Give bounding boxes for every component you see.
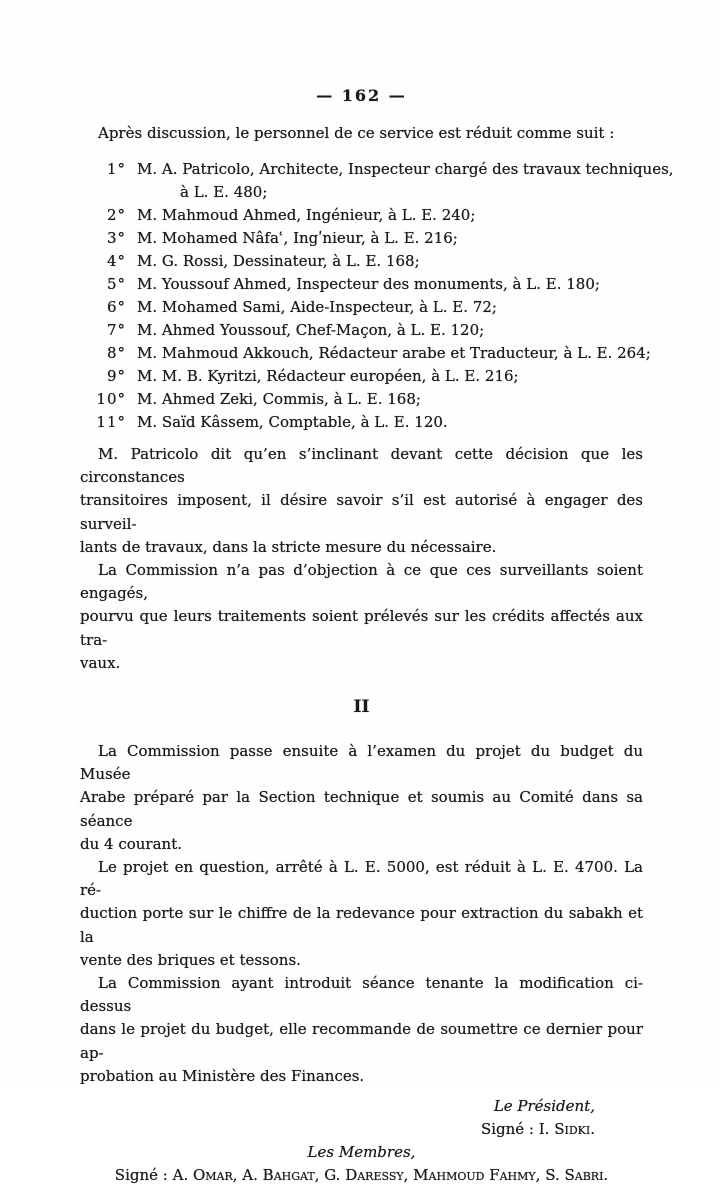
list-item [94,158,674,204]
item-text: M. M. B. Kyritzi, Rédacteur européen, à L. E. 216; [137,367,519,385]
president-signature [80,1118,595,1141]
item-number: 10° [96,390,126,408]
item-text: M. A. Patricolo, Architecte, Inspecteur chargé des travaux techniques, [137,160,674,178]
item-number: 6° [106,298,126,316]
paragraph-line: La Commission ayant introduit séance tenante la modification ci-dessus [80,974,643,1016]
president-title: Le Président, [493,1097,595,1116]
paragraph-line: du 4 courant. [80,834,183,853]
list-item [94,250,643,273]
members-signature [80,1164,643,1187]
item-number: 3° [106,229,126,247]
list-item [94,411,643,434]
paragraph-line: probation au Ministère des Finances. [80,1066,365,1085]
list-item [94,365,643,388]
list-item [94,273,643,296]
item-number: 11° [96,413,126,431]
paragraph-patricolo [80,443,643,559]
paragraph-line: La Commission passe ensuite à l’examen du projet du budget du Musée [80,742,643,784]
members-names: A. Omar, A. Bahgat, G. Daressy, Mahmoud Fahmy, S. Sabri. [172,1166,609,1185]
list-item [94,204,643,227]
list-item [94,342,651,365]
signature-president-block [80,1095,643,1141]
members-signed-prefix: Signé : [114,1166,173,1185]
section-heading: II [353,697,370,718]
paragraph-recommandation [80,972,643,1088]
intro-paragraph: Après discussion, le personnel de ce service est réduit comme suit : [98,124,615,142]
item-continuation: à L. E. 480; [180,183,268,201]
page-number: — 162 — [316,86,407,105]
item-number: 1° [106,160,126,178]
item-number: 7° [106,321,126,339]
paragraph-commission-objection [80,559,643,675]
paragraph-projet-reduit [80,856,643,972]
item-text: M. Youssouf Ahmed, Inspecteur des monuments, à L. E. 180; [137,275,600,293]
item-number: 5° [106,275,126,293]
item-number: 9° [106,367,126,385]
item-number: 8° [106,344,126,362]
item-text: M. Ahmed Youssouf, Chef-Maçon, à L. E. 120; [137,321,485,339]
paragraph-line: Le projet en question, arrêté à L. E. 5000, est réduit à L. E. 4700. La ré- [80,858,643,900]
members-title: Les Membres, [307,1143,416,1162]
paragraph-line: La Commission n’a pas d’objection à ce que ces surveillants soient engagés, [80,561,643,603]
paragraph-line: lants de travaux, dans la stricte mesure du nécessaire. [80,537,497,556]
item-text: M. Mohamed Sami, Aide-Inspecteur, à L. E. 72; [137,298,497,316]
personnel-list [94,158,674,434]
paragraph-line: duction porte sur le chiffre de la redevance pour extraction du sabakh et la [80,904,643,946]
paragraph-line: vente des briques et tessons. [80,950,301,969]
item-text: M. Ahmed Zeki, Commis, à L. E. 168; [137,390,421,408]
list-item [94,388,643,411]
list-item [94,296,643,319]
item-text: M. Saïd Kâssem, Comptable, à L. E. 120. [137,413,448,431]
paragraph-line: pourvu que leurs traitements soient prélevés sur les crédits affectés aux tra- [80,607,643,649]
item-text: M. G. Rossi, Dessinateur, à L. E. 168; [137,252,420,270]
page-content [80,84,674,1187]
president-name: Sidki. [554,1120,595,1139]
paragraph-budget-examen [80,740,643,856]
paragraph-line: dans le projet du budget, elle recommande de soumettre ce dernier pour ap- [80,1020,643,1062]
paragraph-line: Arabe préparé par la Section technique et soumis au Comité dans sa séance [80,788,643,830]
item-number: 4° [106,252,126,270]
list-item [94,319,643,342]
president-signed-prefix: Signé : I. [480,1120,555,1139]
paragraph-line: transitoires imposent, il désire savoir s’il est autorisé à engager des surveil- [80,491,643,533]
item-text: M. Mahmoud Akkouch, Rédacteur arabe et Traducteur, à L. E. 264; [137,344,651,362]
item-number: 2° [106,206,126,224]
paragraph-line: vaux. [80,653,121,672]
list-item [94,227,643,250]
item-text: M. Mahmoud Ahmed, Ingénieur, à L. E. 240; [137,206,476,224]
item-text: M. Mohamed Nâfaʿ, Ingʹnieur, à L. E. 216; [137,229,458,247]
paragraph-line: M. Patricolo dit qu’en s’inclinant devant cette décision que les circonstances [80,445,643,487]
